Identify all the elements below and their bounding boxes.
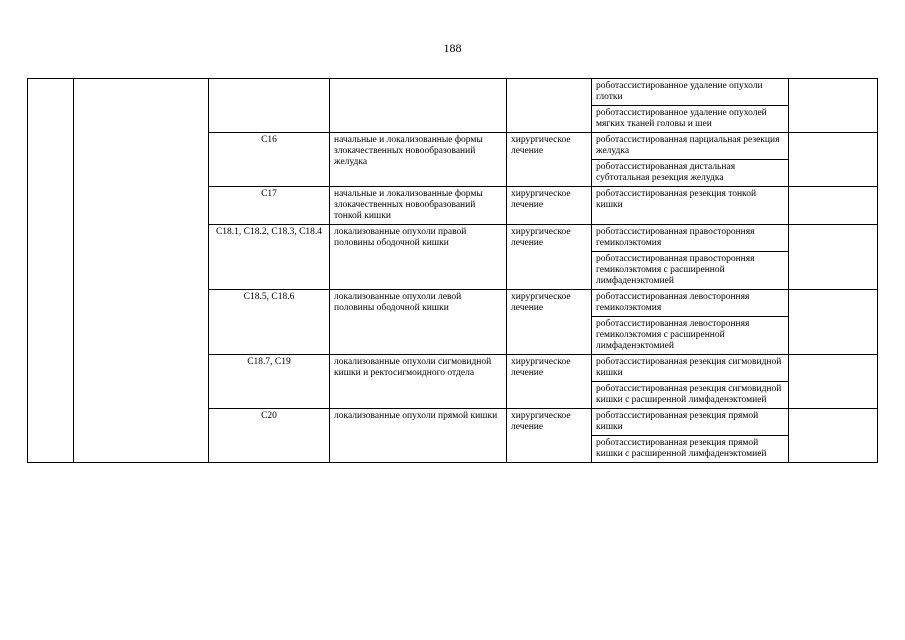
code-cell: C16 [209,133,330,187]
code-cell [209,79,330,133]
empty-cell-col7 [789,133,878,187]
empty-cell-col7 [789,409,878,463]
empty-cell-col7 [789,79,878,133]
code-cell: C17 [209,187,330,225]
procedure-item: роботассистированная парциальная резекция желудка [592,133,788,160]
table-row [28,79,878,133]
description-cell: начальные и локализованные формы злокачественных новообразований желудка [330,133,507,187]
procedure-item: роботассистированная правосторонняя гемиколэктомия с расширенной лимфаденэктомией [596,254,755,286]
procedures-table [27,78,878,463]
procedures-cell [592,133,789,187]
treatment-cell: хирургическое лечение [507,133,592,187]
description-cell: локализованные опухоли левой половины ободочной кишки [330,290,507,355]
empty-cell-col7 [789,355,878,409]
empty-cell-col7 [789,290,878,355]
procedure-item: роботассистированная резекция прямой кишки [592,409,788,436]
description-cell: локализованные опухоли сигмовидной кишки и ректосигмоидного отдела [330,355,507,409]
procedure-item: роботассистированная левосторонняя гемиколэктомия с расширенной лимфаденэктомией [596,319,750,351]
procedure-item: роботассистированная резекция сигмовидной кишки [592,355,788,382]
procedure-item: роботассистированное удаление опухоли глотки [592,79,788,106]
procedures-cell [592,225,789,290]
treatment-cell: хирургическое лечение [507,355,592,409]
description-cell: локализованные опухоли правой половины ободочной кишки [330,225,507,290]
treatment-cell: хирургическое лечение [507,225,592,290]
treatment-cell: хирургическое лечение [507,290,592,355]
code-cell: C18.1, C18.2, C18.3, C18.4 [209,225,330,290]
description-cell: локализованные опухоли прямой кишки [330,409,507,463]
code-cell: C20 [209,409,330,463]
procedures-cell [592,290,789,355]
procedures-cell [592,79,789,133]
treatment-cell: хирургическое лечение [507,409,592,463]
procedure-item: роботассистированная левосторонняя гемиколэктомия [592,290,788,317]
page-number: 188 [443,41,462,55]
empty-cell-col7 [789,187,878,225]
empty-cell-col7 [789,225,878,290]
code-cell: C18.5, C18.6 [209,290,330,355]
procedure-item: роботассистированная правосторонняя гемиколэктомия [592,225,788,252]
code-cell: C18.7, C19 [209,355,330,409]
procedure-item: роботассистированная дистальная субтотальная резекция желудка [596,162,736,183]
procedures-cell [592,355,789,409]
description-cell [330,79,507,133]
treatment-cell: хирургическое лечение [507,187,592,225]
procedures-cell [592,409,789,463]
treatment-cell [507,79,592,133]
empty-cell-col1 [28,79,74,463]
procedure-item: роботассистированная резекция прямой кишки с расширенной лимфаденэктомией [596,438,767,459]
description-cell: начальные и локализованные формы злокачественных новообразований тонкой кишки [330,187,507,225]
procedures-cell [592,187,789,225]
empty-cell-col2 [74,79,209,463]
procedure-item: роботассистированная резекция сигмовидной кишки с расширенной лимфаденэктомией [596,384,782,405]
procedure-item: роботассистированное удаление опухолей мягких тканей головы и шеи [596,108,767,129]
procedure-item: роботассистированная резекция тонкой кишки [596,189,757,210]
